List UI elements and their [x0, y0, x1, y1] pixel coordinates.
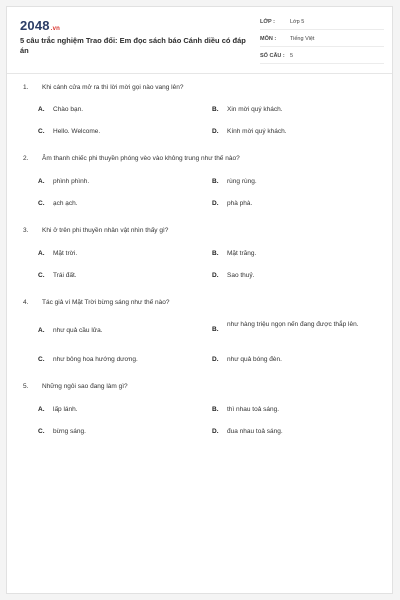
option-text: Trái đất.	[53, 272, 77, 279]
option-letter: C.	[38, 272, 45, 279]
option-text: Mặt trăng.	[227, 250, 257, 257]
option-letter: B.	[212, 178, 219, 185]
question-text: Tác giả ví Mặt Trời bừng sáng như thế nào?	[42, 299, 170, 306]
option-1c[interactable]	[38, 128, 100, 136]
question-text: Khi ở trên phi thuyền nhân vật nhìn thấy gì?	[42, 227, 169, 234]
option-5b[interactable]	[212, 406, 279, 414]
option-letter: C.	[38, 428, 45, 435]
option-4d[interactable]	[212, 356, 282, 364]
option-text: phình phình.	[53, 178, 90, 185]
question-text: Khi cánh cửa mở ra thì lời mời gọi nào vang lên?	[42, 84, 184, 91]
option-5c[interactable]	[38, 428, 86, 436]
grade-label: LỚP :	[260, 19, 275, 25]
option-text: Hello. Welcome.	[53, 128, 101, 135]
option-text: phà phà.	[227, 200, 253, 207]
subject-value: Tiếng Việt	[290, 36, 315, 42]
option-text: như quả cầu lửa.	[53, 327, 103, 334]
option-text: như hàng triệu ngọn nến đang được thắp lên.	[227, 321, 359, 328]
question-4	[23, 299, 170, 307]
worksheet-header	[7, 7, 392, 74]
option-text: ạch ạch.	[53, 200, 78, 207]
option-letter: A.	[38, 178, 45, 185]
option-2b[interactable]	[212, 178, 257, 186]
question-number: 1.	[23, 84, 29, 91]
option-2d[interactable]	[212, 200, 252, 208]
option-letter: B.	[212, 326, 219, 333]
option-text: Kính mời quý khách.	[227, 128, 287, 135]
option-letter: A.	[38, 327, 45, 334]
subject-label: MÔN :	[260, 36, 277, 42]
option-3d[interactable]	[212, 272, 254, 280]
site-logo[interactable]	[20, 18, 60, 33]
question-number: 4.	[23, 299, 29, 306]
worksheet-page	[6, 6, 393, 594]
subject-divider	[260, 46, 384, 47]
option-letter: B.	[212, 406, 219, 413]
option-letter: C.	[38, 128, 45, 135]
option-4c[interactable]	[38, 356, 138, 364]
option-text: Sao thuỷ.	[227, 272, 255, 279]
question-3	[23, 227, 168, 235]
question-number: 3.	[23, 227, 29, 234]
option-5d[interactable]	[212, 428, 283, 436]
option-1a[interactable]	[38, 106, 83, 114]
option-letter: D.	[212, 428, 219, 435]
grade-value: Lớp 5	[290, 19, 305, 25]
option-letter: B.	[212, 250, 219, 257]
option-text: rùng rùng.	[227, 178, 257, 185]
option-3c[interactable]	[38, 272, 77, 280]
grade-divider	[260, 29, 384, 30]
option-text: lấp lánh.	[53, 406, 78, 413]
count-label: SỐ CÂU :	[260, 53, 285, 59]
option-letter: C.	[38, 200, 45, 207]
option-5a[interactable]	[38, 406, 78, 414]
count-divider	[260, 63, 384, 64]
option-letter: A.	[38, 250, 45, 257]
option-3a[interactable]	[38, 250, 77, 258]
option-1b[interactable]	[212, 106, 283, 114]
option-letter: D.	[212, 128, 219, 135]
logo-tld: .vn	[50, 26, 61, 32]
worksheet-title: 5 câu trắc nghiệm Trao đổi: Em đọc sách báo Cánh diều có đáp án	[20, 36, 246, 55]
question-text: Những ngôi sao đang làm gì?	[42, 383, 128, 390]
logo-text: 2048	[20, 18, 50, 33]
option-4b[interactable]	[212, 321, 362, 333]
option-2a[interactable]	[38, 178, 89, 186]
option-1d[interactable]	[212, 128, 287, 136]
question-2	[23, 155, 240, 163]
option-letter: B.	[212, 106, 219, 113]
option-3b[interactable]	[212, 250, 256, 258]
option-4a[interactable]	[38, 327, 103, 335]
option-2c[interactable]	[38, 200, 78, 208]
option-text: Chào bạn.	[53, 106, 83, 113]
option-text: thì nhau toả sáng.	[227, 406, 280, 413]
question-number: 2.	[23, 155, 29, 162]
question-5	[23, 383, 128, 391]
option-text: Mặt trời.	[53, 250, 78, 257]
option-text: đua nhau toả sáng.	[227, 428, 283, 435]
question-1	[23, 84, 183, 92]
option-text: bừng sáng.	[53, 428, 86, 435]
count-value: 5	[290, 53, 294, 59]
option-letter: C.	[38, 356, 45, 363]
option-letter: A.	[38, 406, 45, 413]
option-text: như quả bóng đèn.	[227, 356, 282, 363]
question-text: Âm thanh chiếc phi thuyền phóng vèo vào không trung như thế nào?	[42, 155, 240, 162]
option-letter: A.	[38, 106, 45, 113]
option-text: như bông hoa hướng dương.	[53, 356, 138, 363]
question-number: 5.	[23, 383, 29, 390]
option-letter: D.	[212, 356, 219, 363]
option-letter: D.	[212, 272, 219, 279]
option-letter: D.	[212, 200, 219, 207]
option-text: Xin mời quý khách.	[227, 106, 283, 113]
